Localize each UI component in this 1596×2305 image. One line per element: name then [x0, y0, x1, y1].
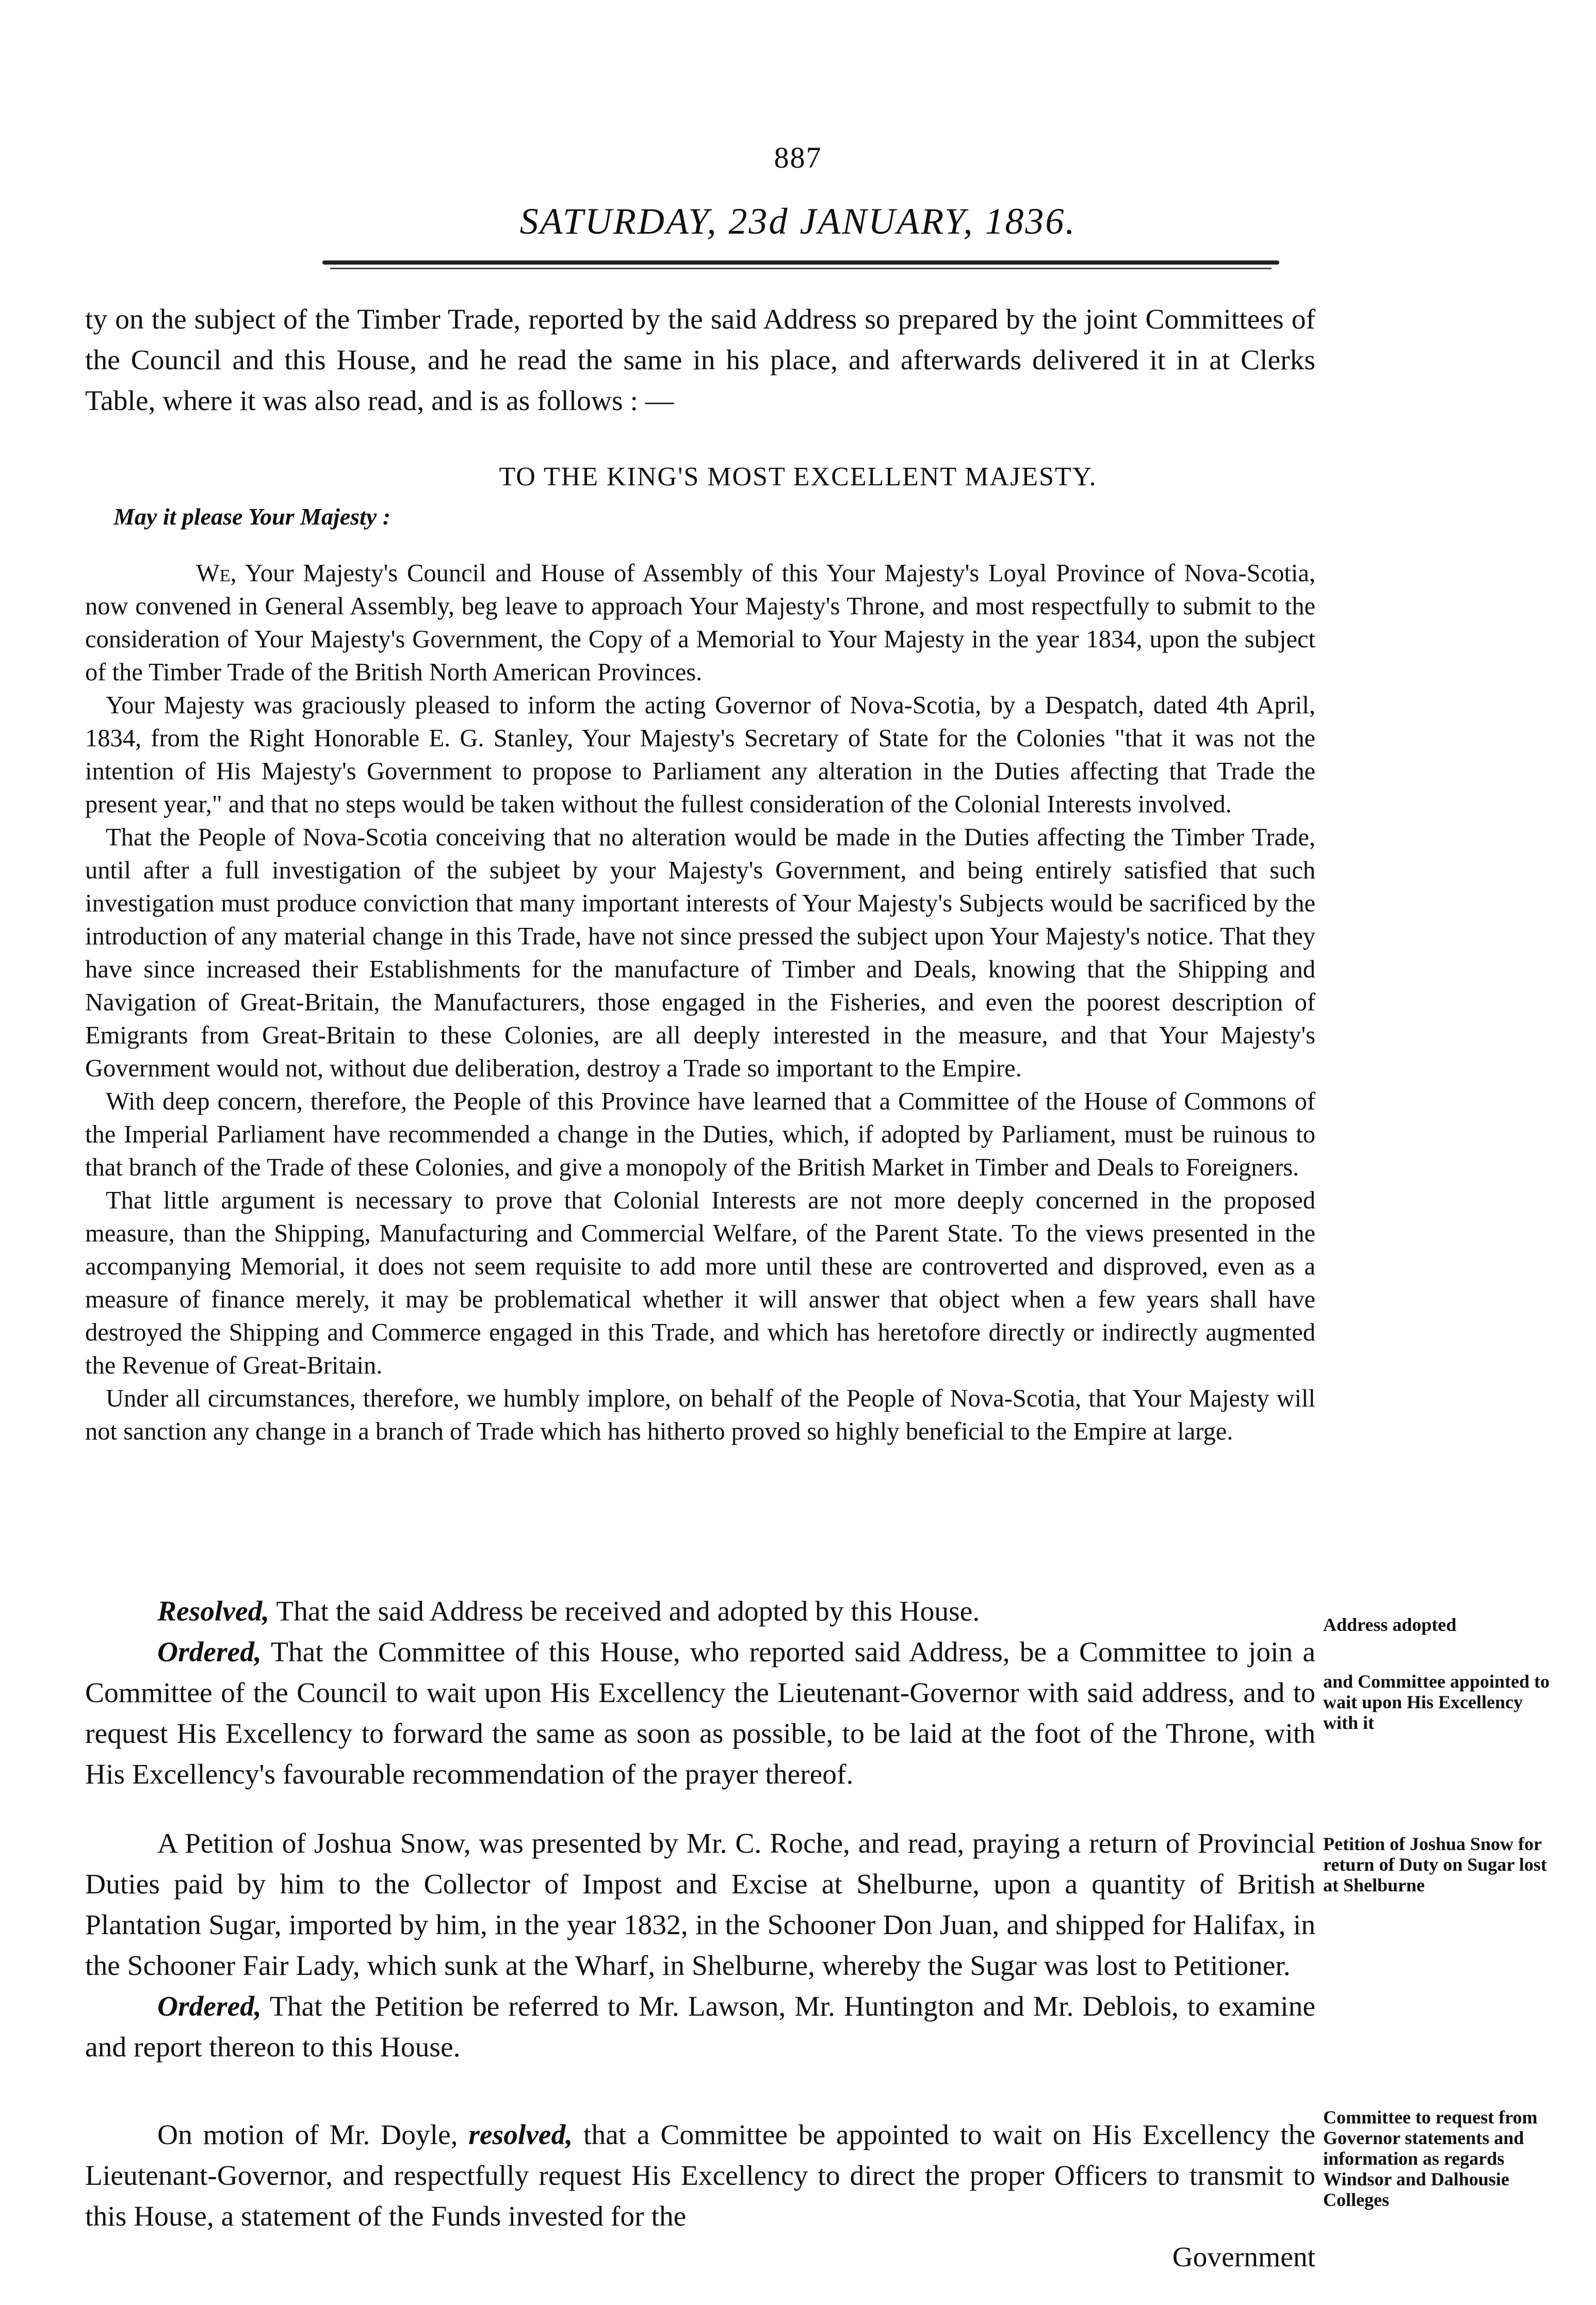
address-opening-word: We,	[196, 560, 237, 587]
intro-paragraph: ty on the subject of the Timber Trade, reported by the said Address so prepared by the joint Committees of the Council and this House, and he read the same in his place, and afterwards delivered it in at Clerks Table, where it was also read, and is as follows : —	[85, 304, 1315, 417]
address-paragraph: Under all circumstances, therefore, we humbly implore, on behalf of the People of Nova-Scotia, that Your Majesty will not sanction any change in a branch of Trade which has hitherto proved so highly beneficial to the Empire at large.	[85, 1385, 1315, 1445]
petition-section	[85, 1823, 1315, 2068]
motion-section	[85, 2115, 1315, 2278]
page-number: 887	[774, 141, 822, 174]
ordered-committee-paragraph: Ordered, That the Committee of this House, who reported said Address, be a Committee to join a Committee of the Council to wait upon His Excellency the Lieutenant-Governor with said address, and to request His Excellency to forward the same as soon as possible, to be laid at the foot of the Throne, with His Excellency's favourable recommendation of the prayer thereof.	[85, 1637, 1315, 1790]
address-heading: TO THE KING'S MOST EXCELLENT MAJESTY.	[499, 462, 1097, 492]
address-paragraph: We, Your Majesty's Council and House of Assembly of this Your Majesty's Loyal Province of Nova-Scotia, now convened in General Assembly, beg leave to approach Your Majesty's Throne, and most respectfully to submit to the consideration of Your Majesty's Government, the Copy of a Memorial to Your Majesty in the year 1834, upon the subject of the Timber Trade of the British North American Provinces.	[85, 560, 1315, 686]
date-heading: SATURDAY, 23d JANUARY, 1836.	[519, 201, 1077, 242]
address-paragraph: With deep concern, therefore, the People of this Province have learned that a Committee of the House of Commons of the Imperial Parliament have recommended a change in the Duties, which, if adopted by Parliament, must be ruinous to that branch of the Trade of these Colonies, and give a monopoly of the British Market in Timber and Deals to Foreigners.	[85, 1088, 1315, 1181]
ordered-petition-paragraph: Ordered, That the Petition be referred to Mr. Lawson, Mr. Huntington and Mr. Deblois, to examine and report thereon to this House.	[85, 1991, 1316, 2063]
header-rule	[322, 260, 1279, 265]
catchword: Government	[1172, 2242, 1315, 2273]
margin-note-petition: Petition of Joshua Snow for return of Duty on Sugar lost at Shelburne	[1323, 1834, 1547, 1895]
address-paragraph: That little argument is necessary to prove that Colonial Interests are not more deeply concerned in the proposed measure, than the Shipping, Manufacturing and Commercial Welfare, of the Parent State. To the views presented in the accompanying Memorial, it does not seem requisite to add more until these are controverted and disproved, even as a measure of finance merely, it may be problematical whether it will answer that object when a few years shall have destroyed the Shipping and Commerce engaged in this Trade, and which has heretofore directly or indirectly augmented the Revenue of Great-Britain.	[85, 1187, 1315, 1379]
header-rule-thin	[330, 268, 1272, 269]
motion-paragraph: On motion of Mr. Doyle, resolved, that a Committee be appointed to wait on His Excellency the Lieutenant-Governor, and respectfully request His Excellency to direct the proper Officers to transmit to this House, a statement of the Funds invested for the	[85, 2119, 1315, 2232]
resolved-paragraph: Resolved, That the said Address be received and adopted by this House.	[157, 1596, 980, 1627]
address-paragraph: Your Majesty was graciously pleased to inform the acting Governor of Nova-Scotia, by a Despatch, dated 4th April, 1834, from the Right Honorable E. G. Stanley, Your Majesty's Secretary of State for the Colonies "that it was not the intention of His Majesty's Government to propose to Parliament any alteration in the Duties affecting that Trade the present year," and that no steps would be taken without the fullest consideration of the Colonial Interests involved.	[85, 692, 1315, 818]
address-salutation: May it please Your Majesty :	[113, 503, 391, 530]
proceedings	[85, 1591, 1315, 1795]
margin-note-committee-request: Committee to request from Governor statements and information as regards Windsor and Dalhousie Colleges	[1323, 2107, 1538, 2210]
margin-note-committee-appointed: and Committee appointed to wait upon His Excellency with it	[1323, 1671, 1550, 1733]
address-paragraph: That the People of Nova-Scotia conceiving that no alteration would be made in the Duties affecting the Timber Trade, until after a full investigation of the subjeet by your Majesty's Government, and being entirely satisfied that such investigation must produce conviction that many important interests of Your Majesty's Subjects would be sacrificed by the introduction of any material change in this Trade, have not since pressed the subject upon Your Majesty's notice. That they have since increased their Establishments for the manufacture of Timber and Deals, knowing that the Shipping and Navigation of Great-Britain, the Manufacturers, those engaged in the Fisheries, and even the poorest description of Emigrants from Great-Britain to these Colonies, are all deeply interested in the measure, and that Your Majesty's Government would not, without due deliberation, destroy a Trade so important to the Empire.	[85, 824, 1315, 1082]
margin-note-address-adopted: Address adopted	[1323, 1614, 1457, 1635]
address-body	[85, 557, 1315, 1448]
petition-paragraph: A Petition of Joshua Snow, was presented by Mr. C. Roche, and read, praying a return of Provincial Duties paid by him to the Collector of Impost and Excise at Shelburne, upon a quantity of British Plantation Sugar, imported by him, in the year 1832, in the Schooner Don Juan, and shipped for Halifax, in the Schooner Fair Lady, which sunk at the Wharf, in Shelburne, whereby the Sugar was lost to Petitioner.	[85, 1828, 1315, 1982]
